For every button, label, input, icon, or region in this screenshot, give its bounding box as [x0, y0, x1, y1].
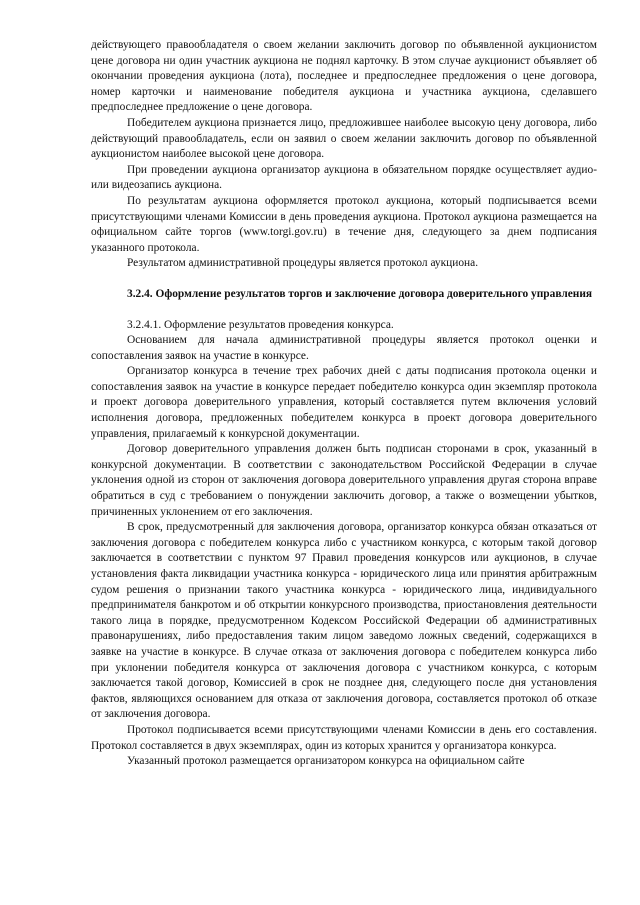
paragraph-auction-end: действующего правообладателя о своем желании заключить договор по объявленной аукционистом цене договора ни один участник аукциона не поднял карточку. В этом случае аукционист объявляет об окончании проведения аукциона (лота), последнее и предпоследнее предложения о цене договора, номер карточки и наименование победителя аукциона и участника аукциона, сделавшего предпоследнее предложение о цене договора.	[91, 39, 597, 114]
paragraph-audio-recording: При проведении аукциона организатор аукциона в обязательном порядке осуществляет аудио- или видеозапись аукциона.	[91, 163, 597, 192]
paragraph-auction-protocol: По результатам аукциона оформляется протокол аукциона, который подписывается всеми присутствующими членами Комиссии в день проведения аукциона. Протокол аукциона размещается на официальном сайте торгов (www.torgi.gov.ru) в течение дня, следующего за днем подписания указанного протокола.	[91, 194, 597, 254]
paragraph-procedure-result: Результатом административной процедуры является протокол аукциона.	[127, 257, 479, 270]
paragraph-contract-signing: Договор доверительного управления должен быть подписан сторонами в срок, указанный в конкурсной документации. В соответствии с законодательством Российской Федерации в случае уклонения одной из сторон от заключения договора доверительного управления другая сторона вправе обратиться в суд с требованием о понуждении заключить договор, а также о возмещении убытков, причиненных уклонением от его заключения.	[91, 443, 597, 518]
paragraph-organizer-transfer: Организатор конкурса в течение трех рабочих дней с даты подписания протокола оценки и сопоставления заявок на участие в конкурсе передает победителю конкурса один экземпляр протокола и проект договора доверительного управления, который составляется путем включения условий исполнения договора, предложенных победителем конкурса в проект договора доверительного управления, прилагаемый к конкурсной документации.	[91, 365, 597, 440]
paragraph-procedure-basis: Основанием для начала административной процедуры является протокол оценки и сопоставления заявок на участие в конкурсе.	[91, 334, 597, 362]
document-page	[91, 38, 597, 770]
paragraph-protocol-signing: Протокол подписывается всеми присутствующими членами Комиссии в день его составления. Протокол составляется в двух экземплярах, один из которых хранится у организатора конкурса.	[91, 723, 597, 752]
section-heading: 3.2.4. Оформление результатов торгов и заключение договора доверительного управления	[127, 287, 593, 300]
paragraph-refusal-conditions: В срок, предусмотренный для заключения договора, организатор конкурса обязан отказаться от заключения договора с победителем конкурса либо с участником конкурса, с которым такой договор заключается в соответствии с пунктом 97 Правил проведения конкурсов или аукционов, в случае установления факта ликвидации участника конкурса - юридического лица или принятия арбитражным судом решения о признании такого участника конкурса - юридического лица, индивидуального предпринимателя банкротом и об открытии конкурсного производства, приостановления деятельности такого лица в порядке, предусмотренном Кодексом Российской Федерации об административных правонарушениях, либо предоставления таким лицом заведомо ложных сведений, содержащихся в заявке на участие в конкурсе. В случае отказа от заключения договора с победителем конкурса либо при уклонении победителя конкурса от заключения договора с участником конкурса, с которым заключается такой договор, Комиссией в срок не позднее дня, следующего после дня установления фактов, являющихся основанием для отказа от заключения договора, составляется протокол об отказе от заключения договора.	[91, 521, 597, 721]
paragraph-auction-winner: Победителем аукциона признается лицо, предложившее наиболее высокую цену договора, либо действующий правообладатель, если он заявил о своем желании заключить договор по объявленной аукционистом наиболее высокой цене договора.	[91, 116, 597, 161]
paragraph-protocol-publication: Указанный протокол размещается организатором конкурса на официальном сайте	[127, 755, 525, 768]
subsection-title: 3.2.4.1. Оформление результатов проведения конкурса.	[127, 318, 394, 331]
